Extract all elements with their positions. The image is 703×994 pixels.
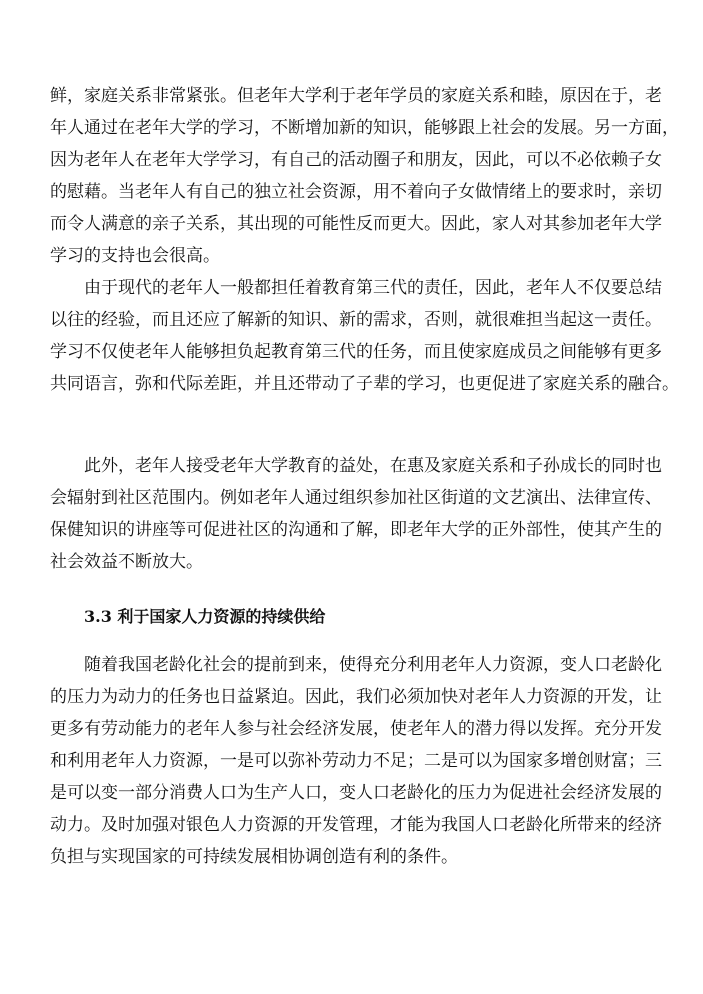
text-line: 动力。及时加强对银色人力资源的开发管理，才能为我国人口老龄化所带来的经济 — [50, 815, 662, 835]
paragraph-start-line: 此外，老年人接受老年大学教育的益处，在惠及家庭关系和子孙成长的同时也 — [84, 456, 662, 476]
text-line: 学习不仅使老年人能够担负起教育第三代的任务，而且使家庭成员之间能够有更多 — [50, 342, 662, 362]
text-line: 鲜，家庭关系非常紧张。但老年大学利于老年学员的家庭关系和睦，原因在于，老 — [50, 86, 662, 106]
text-line: 因为老年人在老年大学学习，有自己的活动圈子和朋友，因此，可以不必依赖子女 — [50, 150, 662, 170]
text-line: 负担与实现国家的可持续发展相协调创造有利的条件。 — [50, 847, 458, 867]
text-line: 社会效益不断放大。 — [50, 552, 203, 572]
text-line: 的慰藉。当老年人有自己的独立社会资源，用不着向子女做情绪上的要求时，亲切 — [50, 182, 662, 202]
paragraph-start-line: 随着我国老龄化社会的提前到来，使得充分利用老年人力资源，变人口老龄化 — [84, 655, 662, 675]
text-line: 以往的经验，而且还应了解新的知识、新的需求，否则，就很难担当起这一责任。 — [50, 310, 662, 330]
paragraph-start-line: 由于现代的老年人一般都担任着教育第三代的责任，因此，老年人不仅要总结 — [84, 278, 662, 298]
text-line: 保健知识的讲座等可促进社区的沟通和了解，即老年大学的正外部性，使其产生的 — [50, 520, 662, 540]
text-line: 的压力为动力的任务也日益紧迫。因此，我们必须加快对老年人力资源的开发，让 — [50, 687, 662, 707]
text-line: 共同语言，弥和代际差距，并且还带动了子辈的学习，也更促进了家庭关系的融合。 — [50, 374, 679, 394]
text-line: 更多有劳动能力的老年人参与社会经济发展，使老年人的潜力得以发挥。充分开发 — [50, 719, 662, 739]
text-line: 年人通过在老年大学的学习，不断增加新的知识，能够跟上社会的发展。另一方面， — [50, 118, 679, 138]
text-line: 而令人满意的亲子关系，其出现的可能性反而更大。因此，家人对其参加老年大学 — [50, 214, 662, 234]
section-heading: 3.3 利于国家人力资源的持续供给 — [84, 607, 326, 626]
text-line: 会辐射到社区范围内。例如老年人通过组织参加社区街道的文艺演出、法律宣传、 — [50, 488, 662, 508]
text-line: 是可以变一部分消费人口为生产人口，变人口老龄化的压力为促进社会经济发展的 — [50, 783, 662, 803]
text-line: 和利用老年人力资源，一是可以弥补劳动力不足；二是可以为国家多增创财富；三 — [50, 751, 662, 771]
text-line: 学习的支持也会很高。 — [50, 246, 220, 266]
